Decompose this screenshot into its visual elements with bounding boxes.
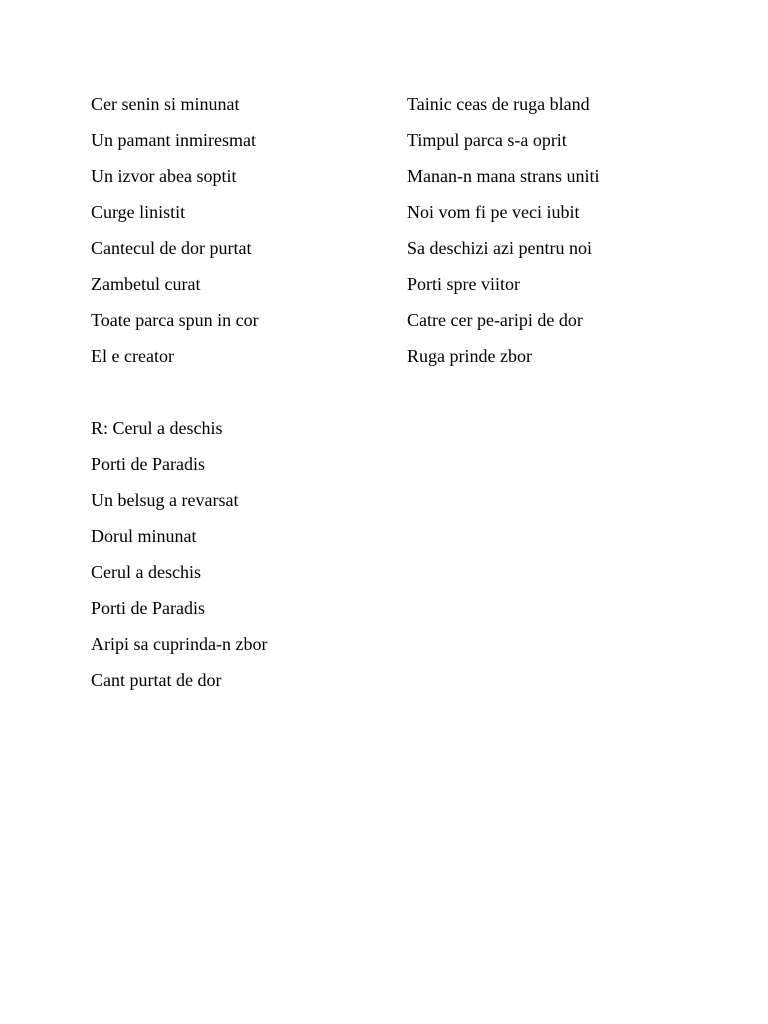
verse-right-column xyxy=(407,91,599,379)
lyric-line: Ruga prinde zbor xyxy=(407,346,532,366)
lyric-line: Noi vom fi pe veci iubit xyxy=(407,202,580,222)
refrain-line: Cerul a deschis xyxy=(91,562,201,582)
refrain-line: Dorul minunat xyxy=(91,526,197,546)
refrain-line: Porti de Paradis xyxy=(91,454,205,474)
refrain-line: Cant purtat de dor xyxy=(91,670,222,690)
lyric-line: Sa deschizi azi pentru noi xyxy=(407,238,592,258)
refrain-column xyxy=(91,415,267,703)
lyric-line: Curge linistit xyxy=(91,202,186,222)
lyric-line: Toate parca spun in cor xyxy=(91,310,259,330)
verse-left-column xyxy=(91,91,259,379)
lyric-line: Manan-n mana strans uniti xyxy=(407,166,600,186)
refrain-line: Aripi sa cuprinda-n zbor xyxy=(91,634,268,654)
lyric-line: Porti spre viitor xyxy=(407,274,520,294)
lyric-line: Zambetul curat xyxy=(91,274,201,294)
lyric-line: Catre cer pe-aripi de dor xyxy=(407,310,583,330)
refrain-line: Porti de Paradis xyxy=(91,598,205,618)
lyric-line: Tainic ceas de ruga bland xyxy=(407,94,590,114)
refrain-line: Un belsug a revarsat xyxy=(91,490,239,510)
refrain-line: R: Cerul a deschis xyxy=(91,418,223,438)
lyric-line: Cer senin si minunat xyxy=(91,94,240,114)
lyric-line: Un pamant inmiresmat xyxy=(91,130,256,150)
lyric-line: Un izvor abea soptit xyxy=(91,166,237,186)
lyric-line: El e creator xyxy=(91,346,174,366)
lyric-line: Timpul parca s-a oprit xyxy=(407,130,567,150)
lyric-line: Cantecul de dor purtat xyxy=(91,238,252,258)
